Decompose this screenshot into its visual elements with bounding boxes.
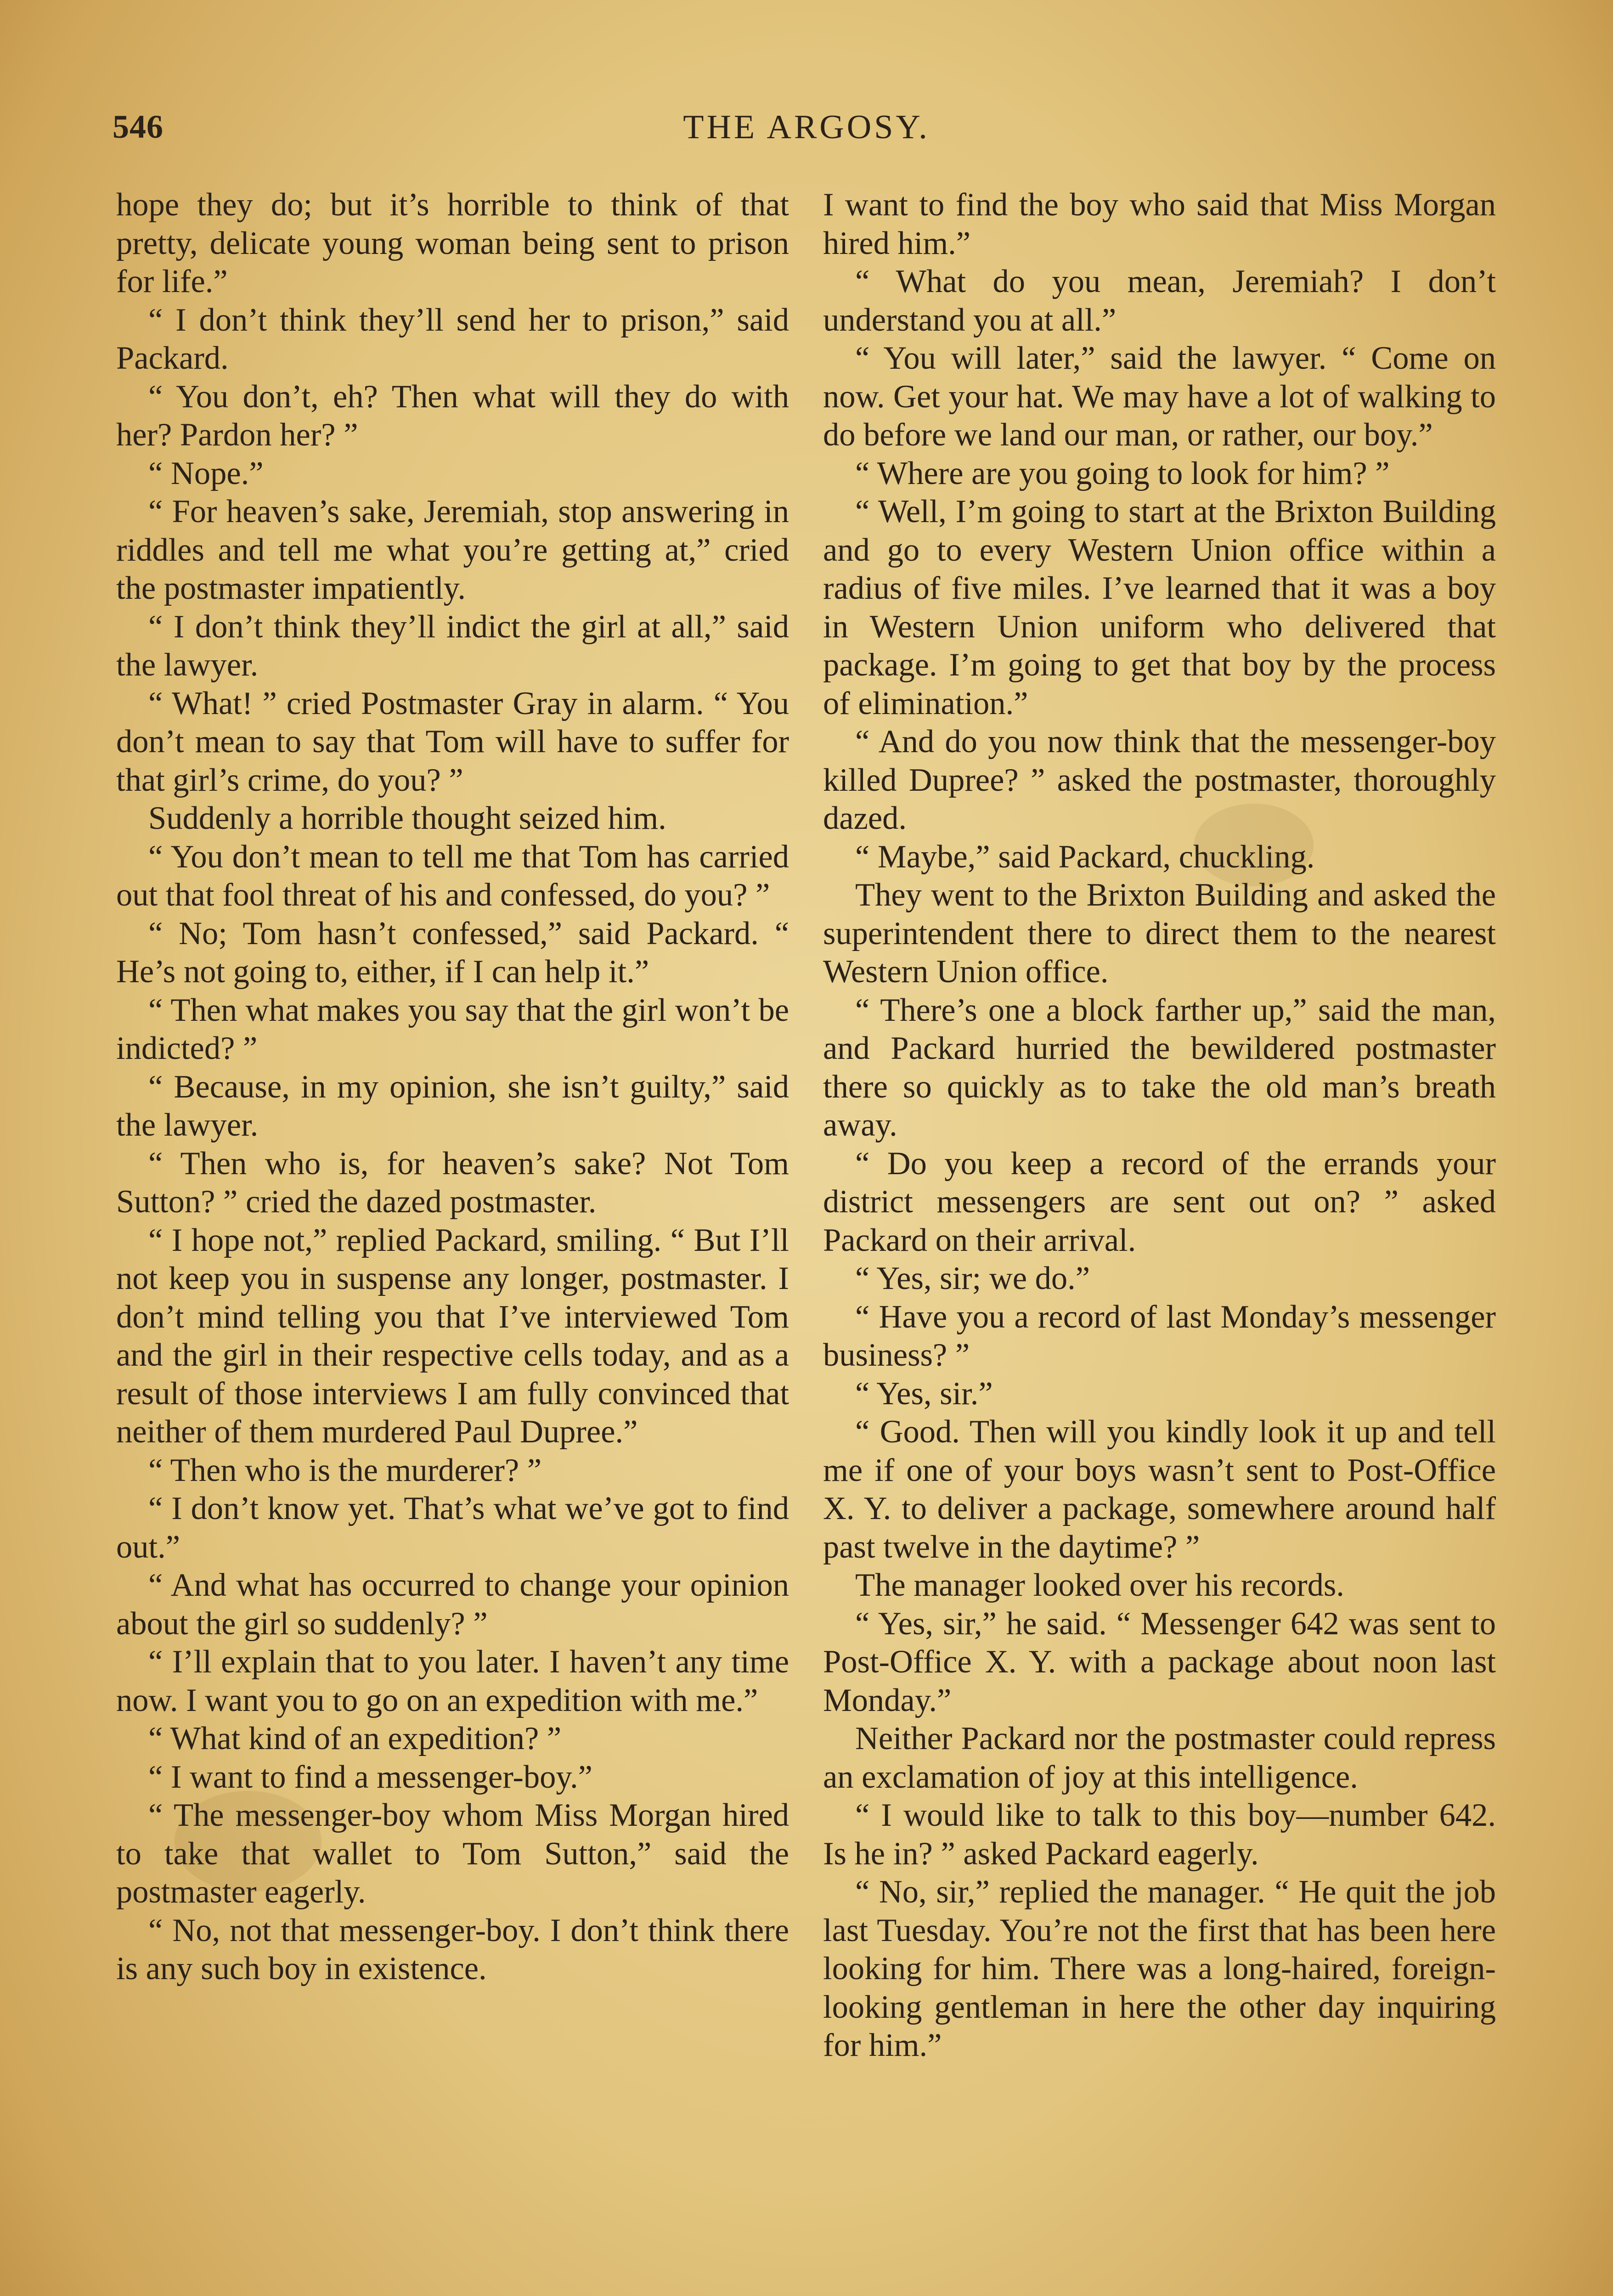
- paragraph: “ For heaven’s sake, Jeremiah, stop answering in riddles and tell me what you’re getting at,” cried the postmaster impatiently.: [116, 494, 789, 606]
- paragraph: “ And do you now think that the messenger-boy killed Dupree? ” asked the postmaster, thoroughly dazed.: [823, 724, 1496, 836]
- paragraph: “ No, sir,” replied the manager. “ He quit the job last Tuesday. You’re not the first that has been here looking for him. There was a long-haired, foreign-looking gentleman in here the other day inquiring for him.”: [823, 1874, 1496, 2063]
- paragraph: Neither Packard nor the postmaster could repress an exclamation of joy at this intelligence.: [823, 1721, 1496, 1795]
- paragraph: I want to find the boy who said that Miss Morgan hired him.”: [823, 187, 1496, 261]
- paragraph: “ Yes, sir; we do.”: [855, 1261, 1090, 1296]
- paragraph: “ I hope not,” replied Packard, smiling. “ But I’ll not keep you in suspense any longer, postmaster. I don’t mind telling you that I’ve interviewed Tom and the girl in their respective cells today, and as a result of those interviews I am fully convinced that neither of them murdered Paul Dupree.”: [116, 1222, 789, 1450]
- page-number: 546: [113, 108, 164, 145]
- paragraph: “ And what has occurred to change your opinion about the girl so suddenly? ”: [116, 1567, 789, 1642]
- paragraph: “ What kind of an expedition? ”: [148, 1721, 562, 1756]
- paragraph: “ Yes, sir.”: [855, 1375, 993, 1412]
- paragraph: “ I don’t think they’ll indict the girl at all,” said the lawyer.: [116, 608, 789, 683]
- left-column: [116, 186, 789, 1988]
- paragraph: “ Then who is, for heaven’s sake? Not Tom Sutton? ” cried the dazed postmaster.: [116, 1145, 789, 1220]
- paragraph: “ The messenger-boy whom Miss Morgan hired to take that wallet to Tom Sutton,” said the postmaster eagerly.: [116, 1797, 789, 1910]
- paragraph: “ Then who is the murderer? ”: [148, 1452, 542, 1488]
- paragraph: “ You don’t mean to tell me that Tom has carried out that fool threat of his and confessed, do you? ”: [116, 838, 789, 913]
- paragraph: “ You will later,” said the lawyer. “ Come on now. Get your hat. We may have a lot of walking to do before we land our man, or rather, our boy.”: [823, 340, 1496, 453]
- paragraph: “ Do you keep a record of the errands your district messengers are sent out on? ” asked Packard on their arrival.: [823, 1145, 1496, 1258]
- paragraph: “ Good. Then will you kindly look it up and tell me if one of your boys wasn’t sent to Post-Office X. Y. to deliver a package, somewhere around half past twelve in the daytime? ”: [823, 1414, 1496, 1565]
- paragraph: “ There’s one a block farther up,” said the man, and Packard hurried the bewildered postmaster there so quickly as to take the old man’s breath away.: [823, 992, 1496, 1143]
- paragraph: “ Well, I’m going to start at the Brixton Building and go to every Western Union office within a radius of five miles. I’ve learned that it was a boy in Western Union uniform who delivered that package. I’m going to get that boy by the process of elimination.”: [823, 494, 1496, 721]
- paragraph: “ I want to find a messenger-boy.”: [148, 1759, 592, 1795]
- paragraph: “ No, not that messenger-boy. I don’t think there is any such boy in existence.: [116, 1912, 789, 1986]
- running-head: THE ARGOSY.: [683, 108, 930, 146]
- paragraph: “ I don’t know yet. That’s what we’ve got to find out.”: [116, 1491, 789, 1565]
- paragraph: “ What do you mean, Jeremiah? I don’t understand you at all.”: [823, 264, 1496, 338]
- paragraph: “ No; Tom hasn’t confessed,” said Packard. “ He’s not going to, either, if I can help it.”: [116, 915, 789, 990]
- paragraph: Suddenly a horrible thought seized him.: [148, 800, 666, 836]
- paragraph: “ I don’t think they’ll send her to prison,” said Packard.: [116, 302, 789, 376]
- paragraph: “ Because, in my opinion, she isn’t guilty,” said the lawyer.: [116, 1069, 789, 1143]
- paragraph: They went to the Brixton Building and asked the superintendent there to direct them to the nearest Western Union office.: [823, 877, 1496, 990]
- paragraph: “ You don’t, eh? Then what will they do with her? Pardon her? ”: [116, 378, 789, 453]
- paragraph: “ Nope.”: [148, 455, 264, 491]
- paragraph: “ I’ll explain that to you later. I haven’t any time now. I want you to go on an expedition with me.”: [116, 1644, 789, 1718]
- right-column: [823, 186, 1496, 2065]
- paragraph: “ Maybe,” said Packard, chuckling.: [855, 838, 1315, 875]
- paragraph: “ Then what makes you say that the girl won’t be indicted? ”: [116, 992, 789, 1066]
- paragraph: The manager looked over his records.: [855, 1567, 1344, 1603]
- paragraph: “ Where are you going to look for him? ”: [855, 455, 1390, 491]
- paragraph: hope they do; but it’s horrible to think of that pretty, delicate young woman being sent to prison for life.”: [116, 187, 789, 299]
- paragraph: “ What! ” cried Postmaster Gray in alarm. “ You don’t mean to say that Tom will have to suffer for that girl’s crime, do you? ”: [116, 685, 789, 798]
- paragraph: “ I would like to talk to this boy—number 642. Is he in? ” asked Packard eagerly.: [823, 1797, 1496, 1872]
- paragraph: “ Have you a record of last Monday’s messenger business? ”: [823, 1299, 1496, 1373]
- paragraph: “ Yes, sir,” he said. “ Messenger 642 was sent to Post-Office X. Y. with a package about noon last Monday.”: [823, 1605, 1496, 1718]
